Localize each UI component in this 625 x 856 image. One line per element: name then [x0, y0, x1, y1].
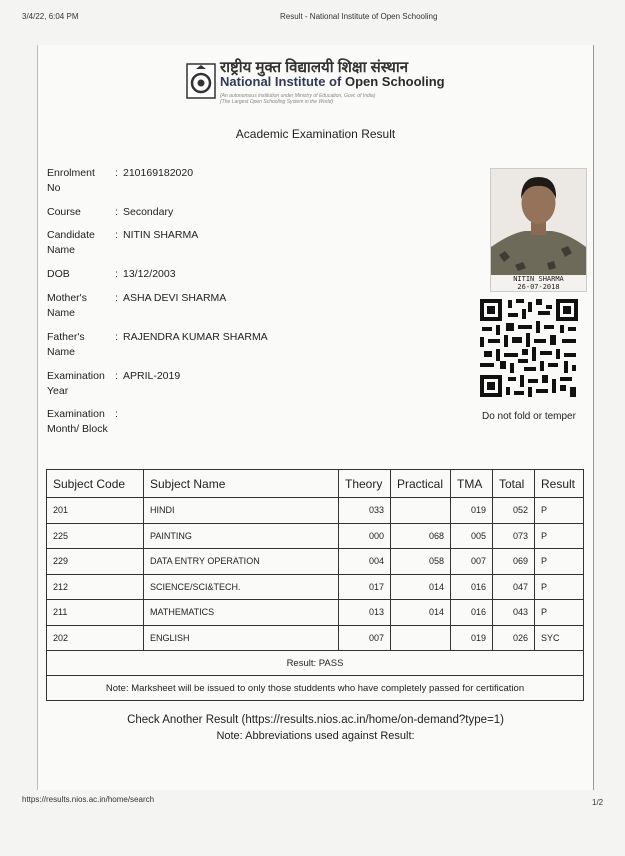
- cell-name: SCIENCE/SCI&TECH.: [144, 574, 339, 600]
- candidate-photo: [490, 168, 587, 292]
- print-datetime: 3/4/22, 6:04 PM: [22, 12, 79, 21]
- cell-tma: 007: [451, 549, 493, 575]
- field-label: DOB: [47, 268, 70, 280]
- cell-code: 211: [47, 600, 144, 626]
- logo-subtext-line2: (The Largest Open Schooling System in the World): [220, 99, 334, 105]
- nios-emblem-icon: [186, 63, 216, 99]
- cell-result: P: [535, 523, 584, 549]
- cell-total: 052: [493, 498, 535, 524]
- result-row: [47, 651, 584, 676]
- abbreviations-note: Note: Abbreviations used against Result:: [216, 730, 415, 742]
- cell-result: P: [535, 600, 584, 626]
- cell-name: PAINTING: [144, 523, 339, 549]
- table-header-row: [47, 470, 584, 498]
- field-value: Secondary: [123, 206, 174, 218]
- cell-practical: [391, 498, 451, 524]
- check-another-result-url: (https://results.nios.ac.in/home/on-demand?type=1): [241, 714, 504, 726]
- col-tma: TMA: [451, 470, 493, 498]
- photo-caption-name: NITIN SHARMA: [513, 275, 564, 283]
- field-label: Candidate Name: [47, 229, 95, 256]
- col-theory: Theory: [339, 470, 391, 498]
- field-label: Examination Year: [47, 370, 105, 397]
- cell-result: P: [535, 498, 584, 524]
- cell-practical: 014: [391, 600, 451, 626]
- field-value: 210169182020: [123, 167, 194, 179]
- candidate-photo-image: [491, 169, 586, 279]
- cell-practical: [391, 625, 451, 651]
- cell-code: 225: [47, 523, 144, 549]
- photo-caption-date: 26-07-2018: [517, 283, 560, 291]
- cell-practical: 014: [391, 574, 451, 600]
- photo-caption: [491, 275, 586, 291]
- nios-logo: [186, 57, 446, 107]
- cell-theory: 000: [339, 523, 391, 549]
- cell-tma: 016: [451, 600, 493, 626]
- marksheet-note: Note: Marksheet will be issued to only those studdents who have completely passed for certification: [47, 676, 584, 701]
- cell-result: SYC: [535, 625, 584, 651]
- cell-result: P: [535, 549, 584, 575]
- cell-tma: 019: [451, 498, 493, 524]
- document-title: Academic Examination Result: [235, 127, 396, 141]
- field-value: APRIL-2019: [123, 370, 181, 382]
- field-label: Mother's Name: [47, 292, 87, 319]
- table-row: [47, 625, 584, 651]
- cell-code: 212: [47, 574, 144, 600]
- cell-total: 043: [493, 600, 535, 626]
- cell-theory: 017: [339, 574, 391, 600]
- col-result: Result: [535, 470, 584, 498]
- check-another-result-link[interactable]: Check Another Result: [127, 714, 239, 726]
- cell-name: ENGLISH: [144, 625, 339, 651]
- cell-result: P: [535, 574, 584, 600]
- col-total: Total: [493, 470, 535, 498]
- table-row: [47, 523, 584, 549]
- check-another-result: [38, 714, 593, 726]
- col-subject-code: Subject Code: [47, 470, 144, 498]
- cell-total: 026: [493, 625, 535, 651]
- table-row: [47, 549, 584, 575]
- marks-table: [46, 469, 584, 701]
- logo-subtext: [220, 93, 375, 105]
- table-row: [47, 574, 584, 600]
- cell-total: 069: [493, 549, 535, 575]
- logo-english-text: [220, 74, 445, 89]
- qr-code-icon: [478, 297, 580, 399]
- print-page-title: Result - National Institute of Open Schooling: [280, 12, 438, 21]
- cell-code: 202: [47, 625, 144, 651]
- field-value: 13/12/2003: [123, 268, 176, 280]
- logo-hindi-text: राष्ट्रीय मुक्त विद्यालयी शिक्षा संस्थान: [220, 59, 409, 76]
- print-page-number: 1/2: [592, 798, 604, 807]
- cell-practical: 058: [391, 549, 451, 575]
- logo-english-part-a: National Institute of: [220, 74, 345, 89]
- result-sheet: राष्ट्रीय मुक्त विद्यालयी शिक्षा संस्थान National Institute of Open Schooling (An autonomous institution under Ministry of Education, Govt. of India) (The Largest Open Schooling System in the World) Academic Examination Result Enrolment No : 210169182020 Course : Secondary Candidate Name : NITIN SHARMA DOB : 13/12/2003 Mother's Name : ASHA DEVI SHARMA Father's Name : RAJENDRA KUMAR SHARMA Examination Year : APRIL-2019 Examination Month/ Block : NITIN SHARMA 26-07-2018 Do not fold or temper Subject Code Subject Name Theory Practical TMA Total Result 201 HINDI 033 019 052 P 225 PAINTING 000 068 005 073 P 229 DATA ENTRY OPERATION 004 058 007 069 P 212 SCIENCE/SCI&TECH. 017 014 016 047 P 211 MATHEMATICS 013 014 016 043 P 202 ENGLISH 007 019 026 SYC Result: PASS Note: Marksheet will be issued to only those studdents who have completely passed for certification Check Another Result (https://results.nios.ac.in/home/on-demand?type=1) Note: Abbreviations used against Result:: [37, 45, 594, 790]
- cell-theory: 004: [339, 549, 391, 575]
- cell-code: 201: [47, 498, 144, 524]
- cell-tma: 016: [451, 574, 493, 600]
- note-row: [47, 676, 584, 701]
- cell-tma: 019: [451, 625, 493, 651]
- overall-result: Result: PASS: [47, 651, 584, 676]
- cell-code: 229: [47, 549, 144, 575]
- table-row: [47, 498, 584, 524]
- field-value: ASHA DEVI SHARMA: [123, 292, 227, 304]
- cell-name: DATA ENTRY OPERATION: [144, 549, 339, 575]
- col-subject-name: Subject Name: [144, 470, 339, 498]
- logo-english-part-b: Open Schooling: [344, 74, 445, 89]
- cell-name: HINDI: [144, 498, 339, 524]
- table-row: [47, 600, 584, 626]
- field-label: Examination Month/ Block: [47, 408, 108, 435]
- field-label: Course: [47, 206, 81, 218]
- field-label: Enrolment No: [47, 167, 95, 194]
- cell-practical: 068: [391, 523, 451, 549]
- cell-theory: 033: [339, 498, 391, 524]
- cell-total: 073: [493, 523, 535, 549]
- cell-total: 047: [493, 574, 535, 600]
- cell-name: MATHEMATICS: [144, 600, 339, 626]
- cell-theory: 013: [339, 600, 391, 626]
- print-footer-url: https://results.nios.ac.in/home/search: [22, 795, 155, 804]
- cell-theory: 007: [339, 625, 391, 651]
- logo-subtext-line1: (An autonomous institution under Ministry of Education, Govt. of India): [220, 93, 376, 99]
- cell-tma: 005: [451, 523, 493, 549]
- do-not-fold-notice: Do not fold or temper: [482, 411, 576, 422]
- field-value: NITIN SHARMA: [123, 229, 199, 241]
- col-practical: Practical: [391, 470, 451, 498]
- field-label: Father's Name: [47, 331, 85, 358]
- field-value: RAJENDRA KUMAR SHARMA: [123, 331, 268, 343]
